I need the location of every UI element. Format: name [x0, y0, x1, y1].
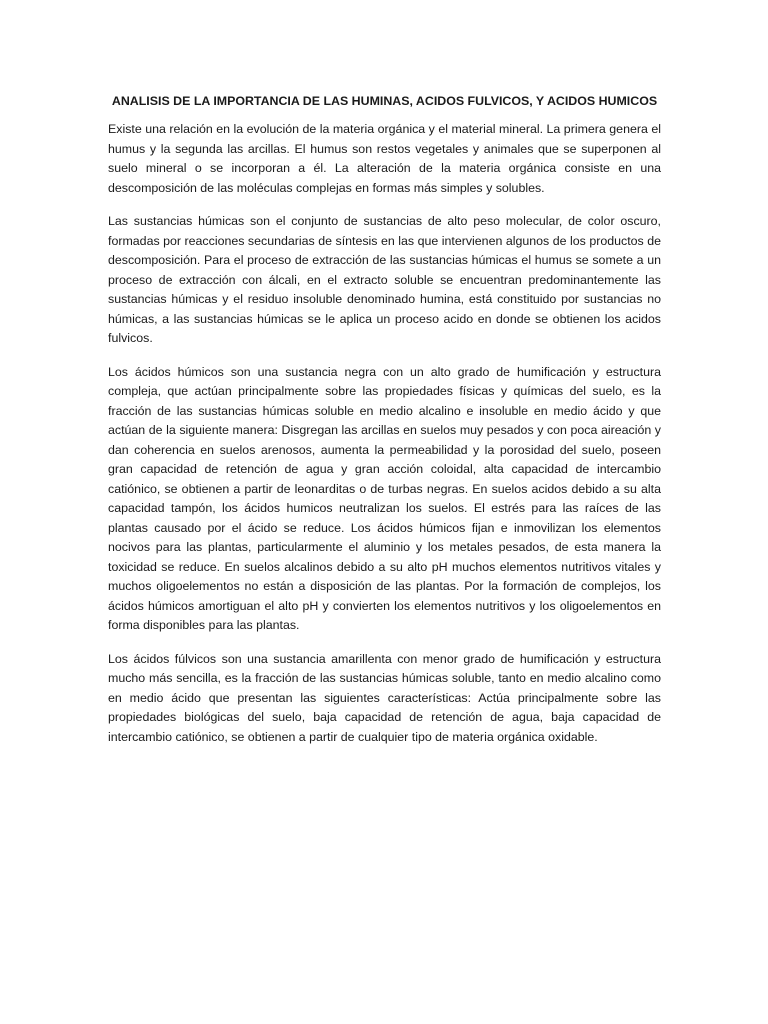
paragraph-acidos-humicos: Los ácidos húmicos son una sustancia negra con un alto grado de humificación y estructura compleja, que actúan principalmente sobre las propiedades físicas y químicas del suelo, es la fracción de las sustancias húmicas soluble en medio alcalino e insoluble en medio ácido y que actúan de la siguiente manera: Disgregan las arcillas en suelos muy pesados y con poca aireación y dan coherencia en suelos arenosos, aumenta la permeabilidad y la porosidad del suelo, poseen gran capacidad de retención de agua y gran acción coloidal, alta capacidad de intercambio catiónico, se obtienen a partir de leonarditas o de turbas negras. En suelos acidos debido a su alta capacidad tampón, los ácidos humicos neutralizan los suelos. El estrés para las raíces de las plantas causado por el ácido se reduce. Los ácidos húmicos fijan e inmovilizan los elementos nocivos para las plantas, particularmente el aluminio y los metales pesados, de esta manera la toxicidad se reduce. En suelos alcalinos debido a su alto pH muchos elementos nutritivos vitales y muchos oligoelementos no están a disposición de las plantas. Por la formación de complejos, los ácidos húmicos amortiguan el alto pH y convierten los elementos nutritivos y los oligoelementos en forma disponibles para las plantas. [108, 364, 661, 632]
paragraph-acidos-fulvicos: Los ácidos fúlvicos son una sustancia amarillenta con menor grado de humificación y estructura mucho más sencilla, es la fracción de las sustancias húmicas soluble, tanto en medio alcalino como en medio ácido que presentan las siguientes características: Actúa principalmente sobre las propiedades biológicas del suelo, baja capacidad de retención de agua, baja capacidad de intercambio catiónico, se obtienen a partir de cualquier tipo de materia orgánica oxidable. [108, 651, 661, 744]
document-body [108, 92, 661, 761]
paragraph-evolucion-materia-organica: Existe una relación en la evolución de la materia orgánica y el material mineral. La primera genera el humus y la segunda las arcillas. El humus son restos vegetales y animales que se superponen al suelo mineral o se incorporan a él. La alteración de la materia orgánica consiste en una descomposición de las moléculas complejas en formas más simples y solubles. [108, 122, 661, 195]
paragraph-sustancias-humicas: Las sustancias húmicas son el conjunto de sustancias de alto peso molecular, de color oscuro, formadas por reacciones secundarias de síntesis en las que intervienen algunos de los productos de descomposición. Para el proceso de extracción de las sustancias húmicas el humus se somete a un proceso de extracción con álcali, en el extracto soluble se encuentran predominantemente las sustancias húmicas y el residuo insoluble denominado humina, está constituido por sustancias no húmicas, a las sustancias húmicas se le aplica un proceso acido en donde se obtienen los acidos fulvicos. [108, 214, 661, 345]
document-title: ANALISIS DE LA IMPORTANCIA DE LAS HUMINAS, ACIDOS FULVICOS, Y ACIDOS HUMICOS [111, 94, 658, 108]
